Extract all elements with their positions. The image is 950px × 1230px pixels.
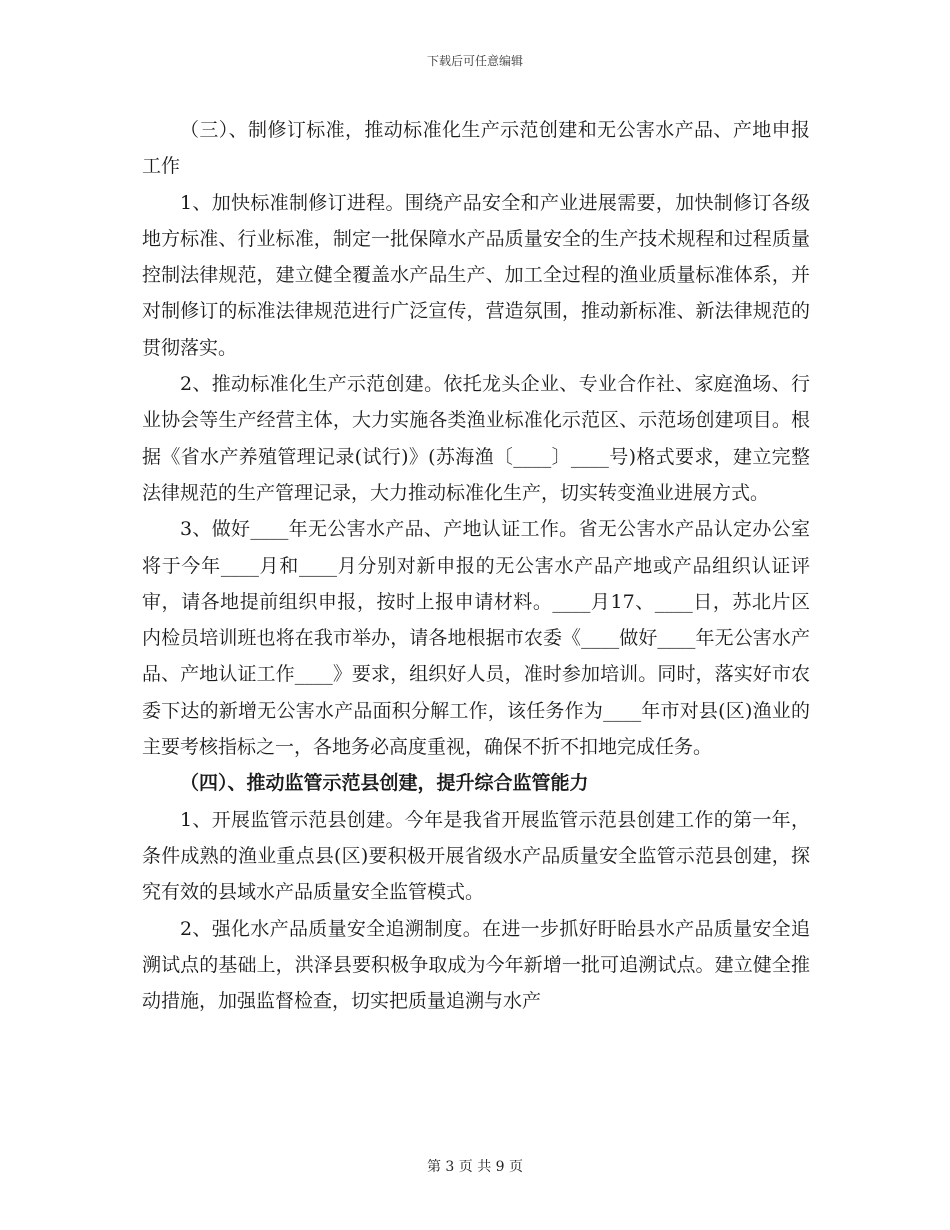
- page-header-note: 下载后可任意编辑: [426, 54, 523, 68]
- paragraph-certification-work: 3、做好____年无公害水产品、产地认证工作。省无公害水产品认定办公室将于今年____月和____月分别对新申报的无公害水产品产地或产品组织认证评审，请各地提前组织申报，按时上报申请材料。____月17、____日，苏北片区内检员培训班也将在我市举办，请各地根据市农委《____做好____年无公害水产品、产地认证工作____》要求，组织好人员，准时参加培训。同时，落实好市农委下达的新增无公害水产品面积分解工作，该任务作为____年市对县(区)渔业的主要考核指标之一，各地务必高度重视，确保不折不扣地完成任务。: [142, 518, 810, 759]
- paragraph-standardized-production: 2、推动标准化生产示范创建。依托龙头企业、专业合作社、家庭渔场、行业协会等生产经营主体，大力实施各类渔业标准化示范区、示范场创建项目。根据《省水产养殖管理记录(试行)》(苏海渔〔____〕____号)格式要求，建立完整法律规范的生产管理记录，大力推动标准化生产，切实转变渔业进展方式。: [142, 373, 810, 504]
- paragraph-standards-revision: 1、加快标准制修订进程。围绕产品安全和产业进展需要，加快制修订各级地方标准、行业标准，制定一批保障水产品质量安全的生产技术规程和过程质量控制法律规范，建立健全覆盖水产品生产、加工全过程的渔业质量标准体系，并对制修订的标准法律规范进行广泛宣传，营造氛围，推动新标准、新法律规范的贯彻落实。: [142, 191, 810, 359]
- paragraph-demo-county: 1、开展监管示范县创建。今年是我省开展监管示范县创建工作的第一年，条件成熟的渔业重点县(区)要积极开展省级水产品质量安全监管示范县创建，探究有效的县域水产品质量安全监管模式。: [142, 808, 810, 904]
- section-heading-4: （四）、推动监管示范县创建，提升综合监管能力: [180, 772, 589, 795]
- page-number: 第 3 页 共 9 页: [426, 1159, 524, 1175]
- section-heading-3: （三）、制修订标准，推动标准化生产示范创建和无公害水产品、产地申报工作: [142, 119, 810, 178]
- paragraph-traceability: 2、强化水产品质量安全追溯制度。在进一步抓好盱眙县水产品质量安全追溯试点的基础上，洪泽县要积极争取成为今年新增一批可追溯试点。建立健全推动措施，加强监督检查，切实把质量追溯与水产: [142, 917, 810, 1013]
- document-body: [142, 112, 810, 1019]
